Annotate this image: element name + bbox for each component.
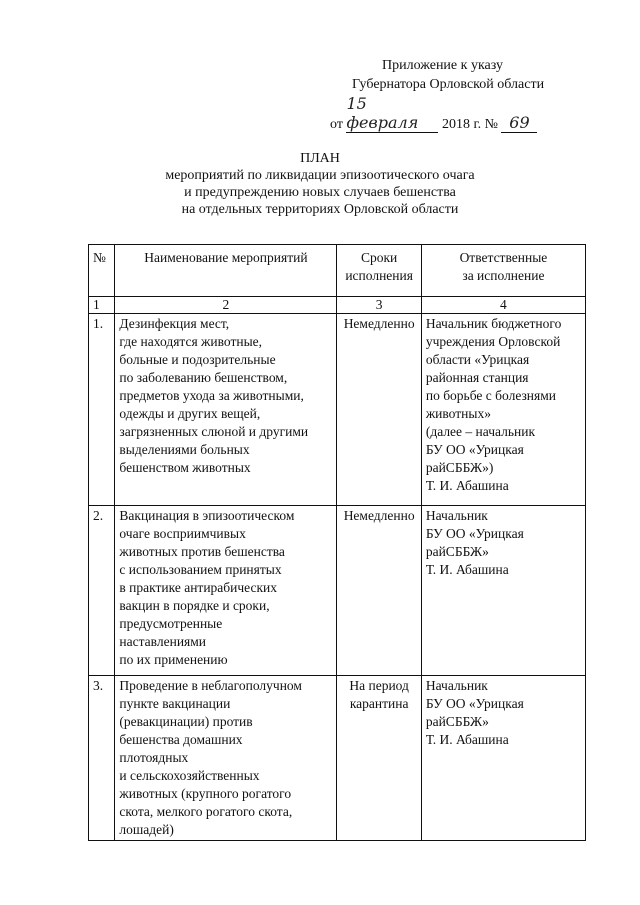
table-row — [89, 314, 586, 506]
title-line-1: мероприятий по ликвидации эпизоотического очага — [165, 168, 475, 183]
row-deadline: Немедленно — [337, 506, 421, 676]
header-deadline: Сроки исполнения — [337, 245, 421, 297]
table-row — [89, 506, 586, 676]
row-activity: Вакцинация в эпизоотическом очаге восприимчивых животных против бешенства с использованием принятых в практике антирабических вакцин в порядке и сроки, предусмотренные наставлениями по их применению — [115, 506, 337, 676]
row-deadline: На период карантина — [337, 676, 421, 841]
row-responsible: Начальник БУ ОО «Урицкая райСББЖ» Т. И. Абашина — [421, 676, 585, 841]
row-responsible: Начальник бюджетного учреждения Орловской области «Урицкая районная станция по борьбе с болезнями животных» (далее – начальник БУ ОО «Урицкая райСББЖ») Т. И. Абашина — [421, 314, 585, 506]
appendix-block — [330, 56, 620, 132]
title-heading: ПЛАН — [300, 151, 340, 166]
appendix-governor: Губернатора Орловской области — [352, 77, 545, 92]
title-line-3: на отдельных территориях Орловской области — [181, 202, 459, 217]
plan-table — [88, 244, 586, 841]
column-number: 1 — [89, 297, 115, 314]
row-deadline: Немедленно — [337, 314, 421, 506]
row-number: 3. — [89, 676, 115, 841]
title-line-2: и предупреждению новых случаев бешенства — [184, 185, 456, 200]
column-number: 3 — [337, 297, 421, 314]
row-number: 1. — [89, 314, 115, 506]
appendix-date-line — [330, 94, 620, 132]
appendix-year: 2018 г. № — [441, 117, 498, 132]
column-number: 2 — [115, 297, 337, 314]
handwritten-date: 15 февраля — [346, 94, 438, 133]
appendix-title: Приложение к указу — [382, 58, 503, 73]
row-activity: Дезинфекция мест, где находятся животные, больные и подозрительные по заболеванию бешенством, предметов ухода за животными, одежды и других вещей, загрязненных слюной и другими выделениями больных бешенством животных — [115, 314, 337, 506]
row-responsible: Начальник БУ ОО «Урицкая райСББЖ» Т. И. Абашина — [421, 506, 585, 676]
column-numbers-row — [89, 297, 586, 314]
document-title — [120, 150, 520, 218]
header-activity: Наименование мероприятий — [115, 245, 337, 297]
table-header-row — [89, 245, 586, 297]
appendix-prefix: от — [330, 117, 343, 132]
header-responsible: Ответственные за исполнение — [421, 245, 585, 297]
column-number: 4 — [421, 297, 585, 314]
table-row — [89, 676, 586, 841]
header-number: № — [89, 245, 115, 297]
row-number: 2. — [89, 506, 115, 676]
handwritten-number: 69 — [501, 113, 537, 133]
row-activity: Проведение в неблагополучном пункте вакцинации (ревакцинации) против бешенства домашних плотоядных и сельскохозяйственных животных (крупного рогатого скота, мелкого рогатого скота, лошадей) — [115, 676, 337, 841]
